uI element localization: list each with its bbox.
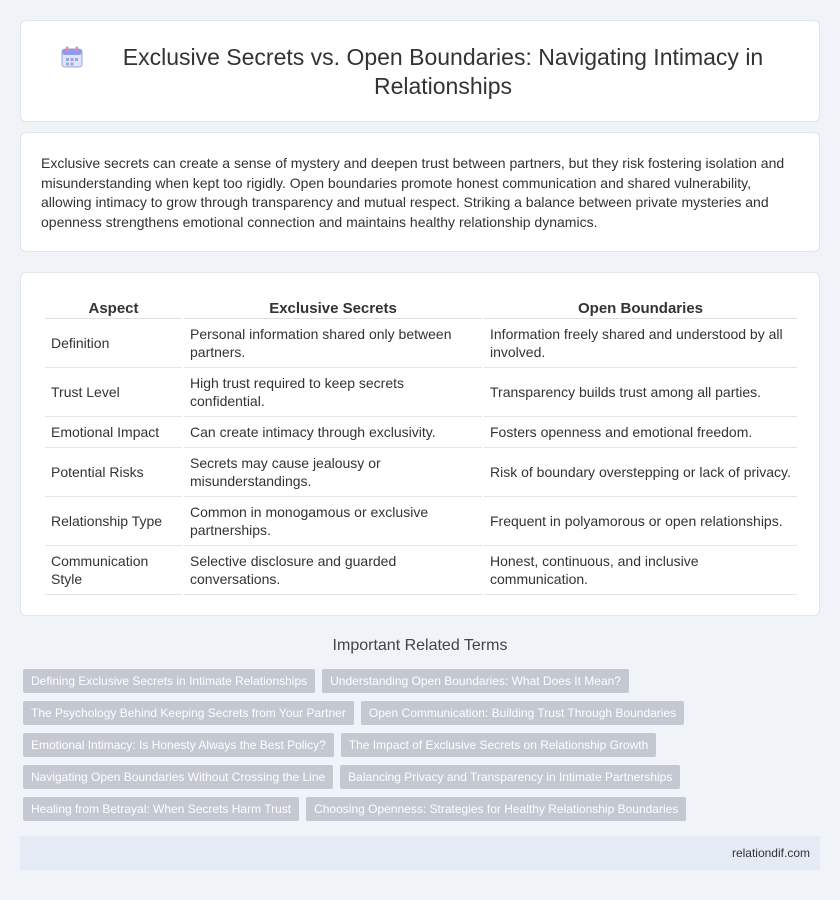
summary-card	[20, 132, 820, 252]
open-boundaries-cell: Honest, continuous, and inclusive communication.	[484, 546, 797, 595]
comparison-card	[20, 272, 820, 616]
related-terms-list	[23, 669, 823, 829]
summary-text: Exclusive secrets can create a sense of mystery and deepen trust between partners, but they risk fostering isolation and misunderstanding when kept too rigidly. Open boundaries promote honest communication and shared vulnerability, allowing intimacy to grow through transparency and mutual respect. Striking a balance between private mysteries and openness strengthens emotional connection and maintains healthy relationship dynamics.	[41, 155, 785, 230]
tag-row	[23, 797, 823, 821]
header-open-boundaries: Open Boundaries	[484, 297, 797, 319]
tag-row	[23, 765, 823, 789]
exclusive-secrets-cell: Can create intimacy through exclusivity.	[184, 417, 482, 448]
open-boundaries-cell: Risk of boundary overstepping or lack of privacy.	[484, 448, 797, 497]
exclusive-secrets-cell: Personal information shared only between partners.	[184, 319, 482, 368]
table-row	[45, 368, 797, 417]
related-term-tag[interactable]: The Psychology Behind Keeping Secrets from Your Partner	[23, 701, 354, 725]
related-term-tag[interactable]: Healing from Betrayal: When Secrets Harm Trust	[23, 797, 299, 821]
related-term-tag[interactable]: Understanding Open Boundaries: What Does It Mean?	[322, 669, 629, 693]
header-aspect: Aspect	[45, 297, 182, 319]
aspect-cell: Emotional Impact	[45, 417, 182, 448]
related-term-tag[interactable]: Emotional Intimacy: Is Honesty Always the Best Policy?	[23, 733, 334, 757]
open-boundaries-cell: Information freely shared and understood by all involved.	[484, 319, 797, 368]
page-title: Exclusive Secrets vs. Open Boundaries: Navigating Intimacy in Relationships	[122, 44, 764, 99]
open-boundaries-cell: Fosters openness and emotional freedom.	[484, 417, 797, 448]
header-exclusive-secrets: Exclusive Secrets	[184, 297, 482, 319]
tag-row	[23, 733, 823, 757]
related-term-tag[interactable]: Navigating Open Boundaries Without Crossing the Line	[23, 765, 333, 789]
aspect-cell: Trust Level	[45, 368, 182, 417]
footer-domain[interactable]: relationdif.com	[731, 846, 810, 860]
related-term-tag[interactable]: The Impact of Exclusive Secrets on Relationship Growth	[341, 733, 656, 757]
related-term-tag[interactable]: Open Communication: Building Trust Through Boundaries	[361, 701, 684, 725]
table-header-row	[45, 297, 797, 319]
title-wrap	[60, 19, 780, 123]
header-card	[20, 20, 820, 122]
aspect-cell: Definition	[45, 319, 182, 368]
tag-row	[23, 701, 823, 725]
related-term-tag[interactable]: Balancing Privacy and Transparency in Intimate Partnerships	[340, 765, 680, 789]
tag-row	[23, 669, 823, 693]
exclusive-secrets-cell: High trust required to keep secrets confidential.	[184, 368, 482, 417]
exclusive-secrets-cell: Common in monogamous or exclusive partnerships.	[184, 497, 482, 546]
exclusive-secrets-cell: Selective disclosure and guarded conversations.	[184, 546, 482, 595]
table-row	[45, 417, 797, 448]
aspect-cell: Potential Risks	[45, 448, 182, 497]
comparison-table	[43, 297, 799, 595]
related-term-tag[interactable]: Choosing Openness: Strategies for Healthy Relationship Boundaries	[306, 797, 686, 821]
aspect-cell: Relationship Type	[45, 497, 182, 546]
aspect-cell: Communication Style	[45, 546, 182, 595]
table-row	[45, 319, 797, 368]
table-row	[45, 448, 797, 497]
table-row	[45, 497, 797, 546]
open-boundaries-cell: Transparency builds trust among all parties.	[484, 368, 797, 417]
footer	[20, 836, 820, 870]
related-terms-heading: Important Related Terms	[332, 637, 508, 654]
calendar-icon	[60, 45, 84, 69]
related-term-tag[interactable]: Defining Exclusive Secrets in Intimate Relationships	[23, 669, 315, 693]
table-row	[45, 546, 797, 595]
exclusive-secrets-cell: Secrets may cause jealousy or misunderstandings.	[184, 448, 482, 497]
open-boundaries-cell: Frequent in polyamorous or open relationships.	[484, 497, 797, 546]
